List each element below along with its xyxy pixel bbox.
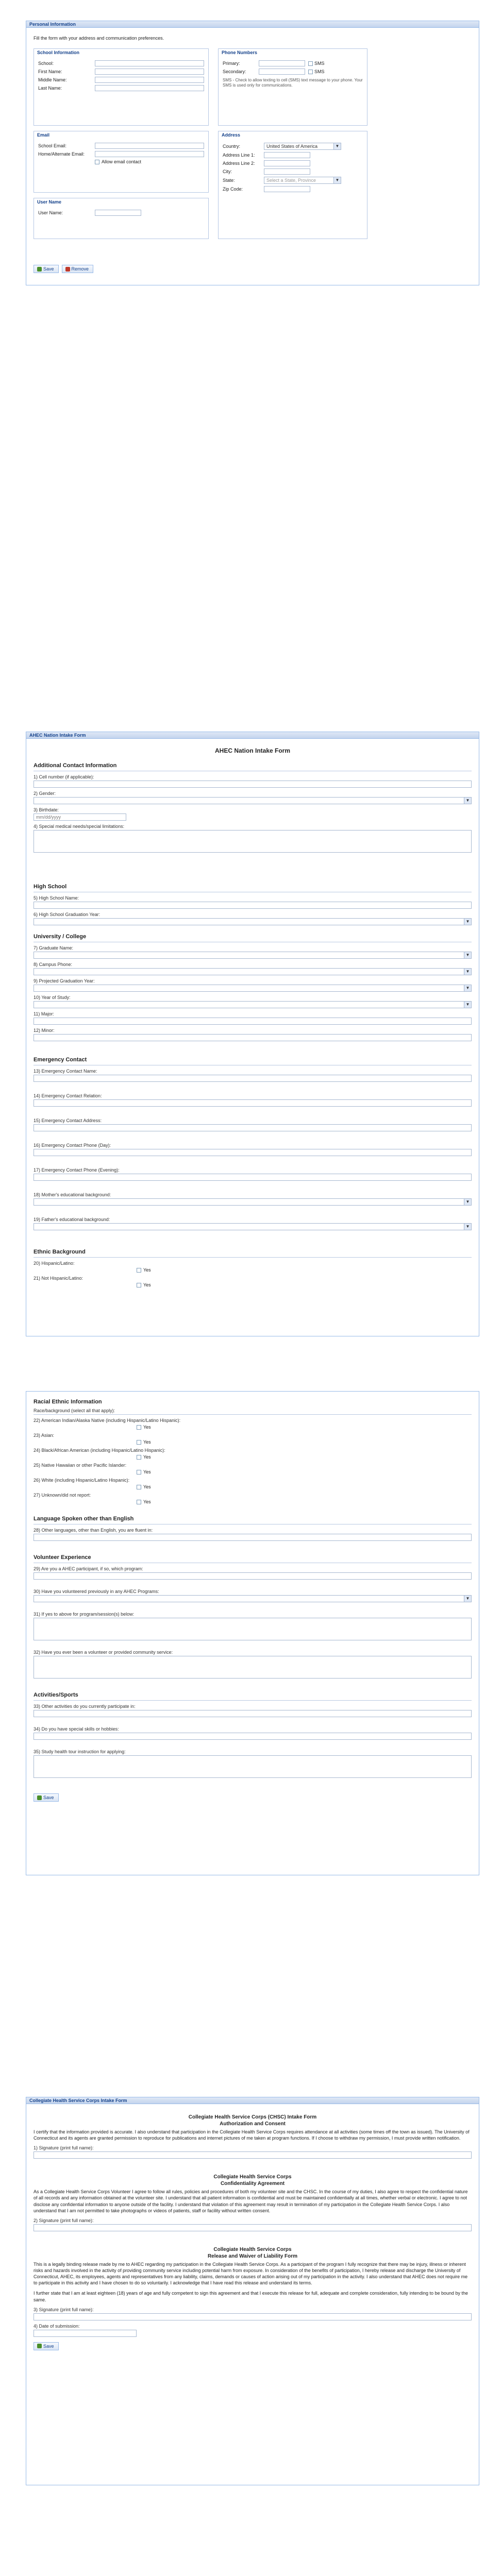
confidentiality-subheading: Confidentiality Agreement (220, 2181, 285, 2187)
race-checkbox[interactable] (137, 1500, 141, 1504)
race-checkbox[interactable] (137, 1440, 141, 1445)
yes-label: Yes (143, 1282, 151, 1287)
hispanic-yes-checkbox[interactable] (137, 1268, 141, 1273)
question-label: 6) High School Graduation Year: (34, 912, 101, 917)
question-label: 30) Have you volunteered previously in any AHEC Programs: (34, 1589, 159, 1594)
gender-select[interactable] (34, 797, 472, 804)
section-subtitle: Race/background (select all that apply): (34, 1408, 115, 1413)
signature-1-input[interactable] (34, 2151, 472, 2159)
major-input[interactable] (34, 1018, 472, 1025)
volunteered-select[interactable] (34, 1595, 472, 1602)
question-label: 3) Birthdate: (34, 807, 59, 812)
address2-label: Address Line 2: (223, 161, 255, 166)
chevron-down-icon: ▼ (464, 969, 471, 975)
secondary-phone-input[interactable] (259, 69, 305, 75)
chevron-down-icon: ▼ (333, 143, 341, 149)
chevron-down-icon: ▼ (333, 177, 341, 183)
phone-fieldset (218, 48, 367, 126)
username-fieldset (34, 198, 209, 239)
intake-panel-continued (26, 1391, 479, 1875)
state-label: State: (223, 178, 235, 183)
question-label: 19) Father's educational background: (34, 1217, 110, 1222)
not-hispanic-yes-checkbox[interactable] (137, 1283, 141, 1287)
sms-label: SMS (314, 69, 325, 74)
phone-note: SMS - Check to allow texting to cell (SMS) text message to your phone. Your SMS is used only for communications. (223, 78, 363, 88)
question-label: 15) Emergency Contact Address: (34, 1118, 102, 1123)
question-label: 7) Graduate Name: (34, 945, 74, 951)
chevron-down-icon: ▼ (464, 952, 471, 958)
question-label: 12) Minor: (34, 1028, 55, 1033)
waiver-heading: Collegiate Health Service Corps (213, 2246, 292, 2252)
primary-label: Primary: (223, 61, 240, 66)
question-label: 28) Other languages, other than English, you are fluent in: (34, 1528, 153, 1533)
program-session-textarea[interactable] (34, 1618, 472, 1640)
school-email-label: School Email: (38, 143, 67, 148)
yes-label: Yes (143, 1267, 151, 1273)
chevron-down-icon: ▼ (464, 1596, 471, 1602)
city-label: City: (223, 169, 232, 174)
languages-input[interactable] (34, 1534, 472, 1541)
question-label: 34) Do you have special skills or hobbies: (34, 1726, 119, 1732)
yes-label: Yes (143, 1439, 151, 1445)
first-name-input[interactable] (95, 69, 204, 75)
signature-3-input[interactable] (34, 2313, 472, 2320)
ec-phone-eve-input[interactable] (34, 1174, 472, 1181)
intro-text: Fill the form with your address and communication preferences. (34, 36, 164, 41)
question-label: 10) Year of Study: (34, 995, 71, 1000)
proj-grad-year-select[interactable] (34, 985, 472, 992)
address1-input[interactable] (264, 152, 310, 158)
email-fieldset (34, 131, 209, 193)
chevron-down-icon: ▼ (464, 798, 471, 804)
remove-icon (65, 267, 70, 272)
community-service-textarea[interactable] (34, 1656, 472, 1679)
hs-grad-year-select[interactable] (34, 918, 472, 925)
cell-number-input[interactable] (34, 781, 472, 788)
panel-title: AHEC Nation Intake Form (26, 732, 479, 739)
consent-text: I certify that the information provided is accurate. I also understand that participation in the Collegiate Health Service Corps requires attendance at all activities (some times off the town as issued). The University of Connecticut and its agents are granted permission to reproduce for publications and internet pictures of me taken at program functions. If I choose to withdraw my permission, I must provide written notification. (34, 2129, 470, 2141)
panel-title: Personal Information (26, 21, 479, 28)
question-label: 9) Projected Graduation Year: (34, 978, 95, 984)
state-placeholder: Select a State, Province (266, 178, 316, 183)
save-button[interactable] (34, 2342, 59, 2350)
save-icon (37, 2344, 42, 2348)
question-label: 3) Signature (print full name): (34, 2307, 94, 2312)
ec-relation-input[interactable] (34, 1099, 472, 1107)
remove-label: Remove (71, 266, 89, 272)
address-fieldset (218, 131, 367, 239)
year-of-study-select[interactable] (34, 1001, 472, 1008)
username-label: User Name: (38, 210, 63, 215)
signature-2-input[interactable] (34, 2224, 472, 2231)
first-name-label: First Name: (38, 69, 62, 74)
section-title: Activities/Sports (34, 1692, 78, 1698)
question-label: 18) Mother's educational background: (34, 1192, 111, 1197)
confidentiality-text: As a Collegiate Health Service Corps Volunteer I agree to follow all rules, policies and procedures of both my volunteer site and the CHSC. In the course of my duties, I also agree to respect the confidential nature of all records and any information obtained at the volunteer site. I understand that all patient information is confidential and must be maintained confidentially at all times, whether verbal or electronic. I agree to not disclose any confidential information to anyone outside of the facility. I understand that violation of this agreement may result in termination of my participation in the Collegiate Health Service Corps. I also understand that I am not permitted to take photographs or videos of patients, staff or facility without written consent. (34, 2189, 468, 2213)
yes-label: Yes (143, 1425, 151, 1430)
health-tour-textarea[interactable] (34, 1755, 472, 1778)
waiver-text: This is a legally binding release made by me to AHEC regarding my participation in the Collegiate Health Service Corps. As a participant of the program I fully recognize that there may be injury, illness or inherent risks and hazards involved in the activity of providing community service including potential harm from exposure. In consideration of the benefits of participation, I hereby release and discharge the University of Connecticut, AHEC, its employees, agents and representatives from any liability, claims, demands or causes of action arising out of my participation in the activity. I also understand that AHEC does not require me to participate in this activity and I have chosen to do so voluntarily. I acknowledge that I have read this release and understand its terms. (34, 2261, 468, 2286)
question-label: 32) Have you ever been a volunteer or provided community service: (34, 1650, 173, 1655)
country-label: Country: (223, 144, 241, 149)
yes-label: Yes (143, 1454, 151, 1460)
question-label: 20) Hispanic/Latino: (34, 1261, 75, 1266)
campus-phone-select[interactable] (34, 968, 472, 975)
username-input[interactable] (95, 210, 141, 216)
primary-sms-checkbox[interactable] (308, 61, 313, 66)
yes-label: Yes (143, 1484, 151, 1489)
chevron-down-icon: ▼ (464, 1199, 471, 1205)
question-label: 27) Unknown/did not report: (34, 1493, 91, 1498)
address1-label: Address Line 1: (223, 152, 255, 158)
username-legend: User Name (37, 199, 62, 205)
phone-legend: Phone Numbers (222, 50, 258, 55)
city-input[interactable] (264, 168, 310, 175)
race-checkbox[interactable] (137, 1485, 141, 1489)
section-title: High School (34, 884, 67, 890)
question-label: 24) Black/African American (including Hispanic/Latino Hispanic): (34, 1448, 165, 1453)
question-label: 16) Emergency Contact Phone (Day): (34, 1143, 111, 1148)
question-label: 17) Emergency Contact Phone (Evening): (34, 1167, 120, 1173)
question-label: 13) Emergency Contact Name: (34, 1069, 97, 1074)
waiver-subheading: Release and Waiver of Liability Form (207, 2253, 298, 2259)
section-title: Racial Ethnic Information (34, 1399, 102, 1405)
question-label: 8) Campus Phone: (34, 962, 73, 967)
school-label: School: (38, 61, 54, 66)
country-value: United States of America (266, 144, 318, 149)
minor-input[interactable] (34, 1034, 472, 1041)
graduate-name-select[interactable] (34, 952, 472, 959)
zip-input[interactable] (264, 186, 310, 192)
school-input[interactable] (95, 60, 204, 66)
ec-phone-day-input[interactable] (34, 1149, 472, 1156)
special-needs-textarea[interactable] (34, 830, 472, 853)
question-label: 5) High School Name: (34, 895, 79, 901)
save-button[interactable] (34, 1793, 59, 1802)
chevron-down-icon: ▼ (464, 985, 471, 991)
middle-name-input[interactable] (95, 77, 204, 83)
save-label: Save (43, 1795, 54, 1800)
chevron-down-icon: ▼ (464, 1002, 471, 1008)
state-select[interactable] (264, 177, 341, 184)
middle-name-label: Middle Name: (38, 77, 67, 82)
chevron-down-icon: ▼ (464, 919, 471, 925)
question-label: 2) Signature (print full name): (34, 2217, 94, 2223)
question-label: 22) American Indian/Alaska Native (including Hispanic/Latino Hispanic): (34, 1418, 181, 1423)
high-school-input[interactable] (34, 902, 472, 909)
confidentiality-heading: Collegiate Health Service Corps (213, 2174, 292, 2180)
save-button[interactable] (34, 265, 59, 273)
race-checkbox[interactable] (137, 1455, 141, 1460)
section-title: Additional Contact Information (34, 762, 117, 769)
date-submission-input[interactable] (34, 2330, 137, 2337)
secondary-sms-checkbox[interactable] (308, 70, 313, 74)
section-title: Volunteer Experience (34, 1554, 91, 1561)
save-label: Save (43, 266, 54, 272)
question-label: 14) Emergency Contact Relation: (34, 1093, 102, 1098)
consent-heading: Collegiate Health Service Corps (CHSC) Intake Form (188, 2114, 317, 2120)
email-legend: Email (37, 132, 50, 138)
section-title: Ethnic Background (34, 1249, 86, 1255)
ahec-participant-input[interactable] (34, 1572, 472, 1580)
question-label: 25) Native Hawaiian or other Pacific Islander: (34, 1463, 127, 1468)
last-name-input[interactable] (95, 85, 204, 91)
consent-subheading: Authorization and Consent (220, 2121, 286, 2127)
question-label: 35) Study health tour instruction for applying: (34, 1749, 126, 1754)
school-fieldset (34, 48, 209, 126)
panel-title: Collegiate Health Service Corps Intake Form (26, 2097, 479, 2104)
save-icon (37, 267, 42, 272)
home-email-label: Home/Alternate Email: (38, 151, 85, 157)
personal-info-panel (26, 21, 479, 289)
question-label: 23) Asian: (34, 1433, 55, 1438)
school-email-input[interactable] (95, 143, 204, 149)
question-label: 1) Cell number (if applicable): (34, 774, 94, 779)
race-checkbox[interactable] (137, 1425, 141, 1430)
home-email-input[interactable] (95, 151, 204, 157)
question-label: 2) Gender: (34, 791, 56, 796)
question-label: 31) If yes to above for program/session(s) below: (34, 1612, 135, 1617)
country-select[interactable] (264, 143, 341, 150)
sms-label: SMS (314, 61, 325, 66)
chevron-down-icon: ▼ (464, 1224, 471, 1230)
save-label: Save (43, 2343, 54, 2349)
race-checkbox[interactable] (137, 1470, 141, 1475)
allow-email-checkbox[interactable] (95, 160, 99, 164)
save-icon (37, 1795, 42, 1800)
form-title: AHEC Nation Intake Form (214, 747, 290, 754)
question-label: 1) Signature (print full name): (34, 2145, 94, 2151)
intake-panel (26, 732, 479, 1340)
skills-input[interactable] (34, 1733, 472, 1740)
ec-address-input[interactable] (34, 1124, 472, 1131)
secondary-label: Secondary: (223, 69, 246, 74)
yes-label: Yes (143, 1469, 151, 1475)
waiver-age-text: I further state that I am at least eighteen (18) years of age and fully competent to sign this agreement and that I execute this release for full, adequate and complete consideration, fully intending to be bound by the same. (34, 2291, 468, 2302)
address-legend: Address (222, 132, 241, 138)
question-label: 29) Are you a AHEC participant, if so, which program: (34, 1566, 143, 1571)
remove-button[interactable] (62, 265, 94, 273)
mother-edu-select[interactable] (34, 1198, 472, 1206)
section-title: Language Spoken other than English (34, 1516, 134, 1522)
primary-phone-input[interactable] (259, 60, 305, 66)
zip-label: Zip Code: (223, 187, 243, 192)
yes-label: Yes (143, 1499, 151, 1504)
activities-input[interactable] (34, 1710, 472, 1717)
address2-input[interactable] (264, 160, 310, 166)
section-title: University / College (34, 934, 87, 940)
question-label: 4) Date of submission: (34, 2323, 80, 2329)
ec-name-input[interactable] (34, 1075, 472, 1082)
school-legend: School Information (37, 50, 79, 55)
consent-panel (26, 2097, 479, 2488)
last-name-label: Last Name: (38, 86, 62, 91)
section-title: Emergency Contact (34, 1057, 87, 1063)
birthdate-input[interactable] (34, 814, 126, 821)
question-label: 21) Not Hispanic/Latino: (34, 1276, 83, 1281)
question-label: 26) White (including Hispanic/Latino Hispanic): (34, 1478, 130, 1483)
question-label: 33) Other activities do you currently participate in: (34, 1704, 136, 1709)
allow-email-label: Allow email contact (102, 159, 142, 164)
father-edu-select[interactable] (34, 1223, 472, 1230)
question-label: 11) Major: (34, 1011, 54, 1016)
question-label: 4) Special medical needs/special limitations: (34, 824, 125, 829)
